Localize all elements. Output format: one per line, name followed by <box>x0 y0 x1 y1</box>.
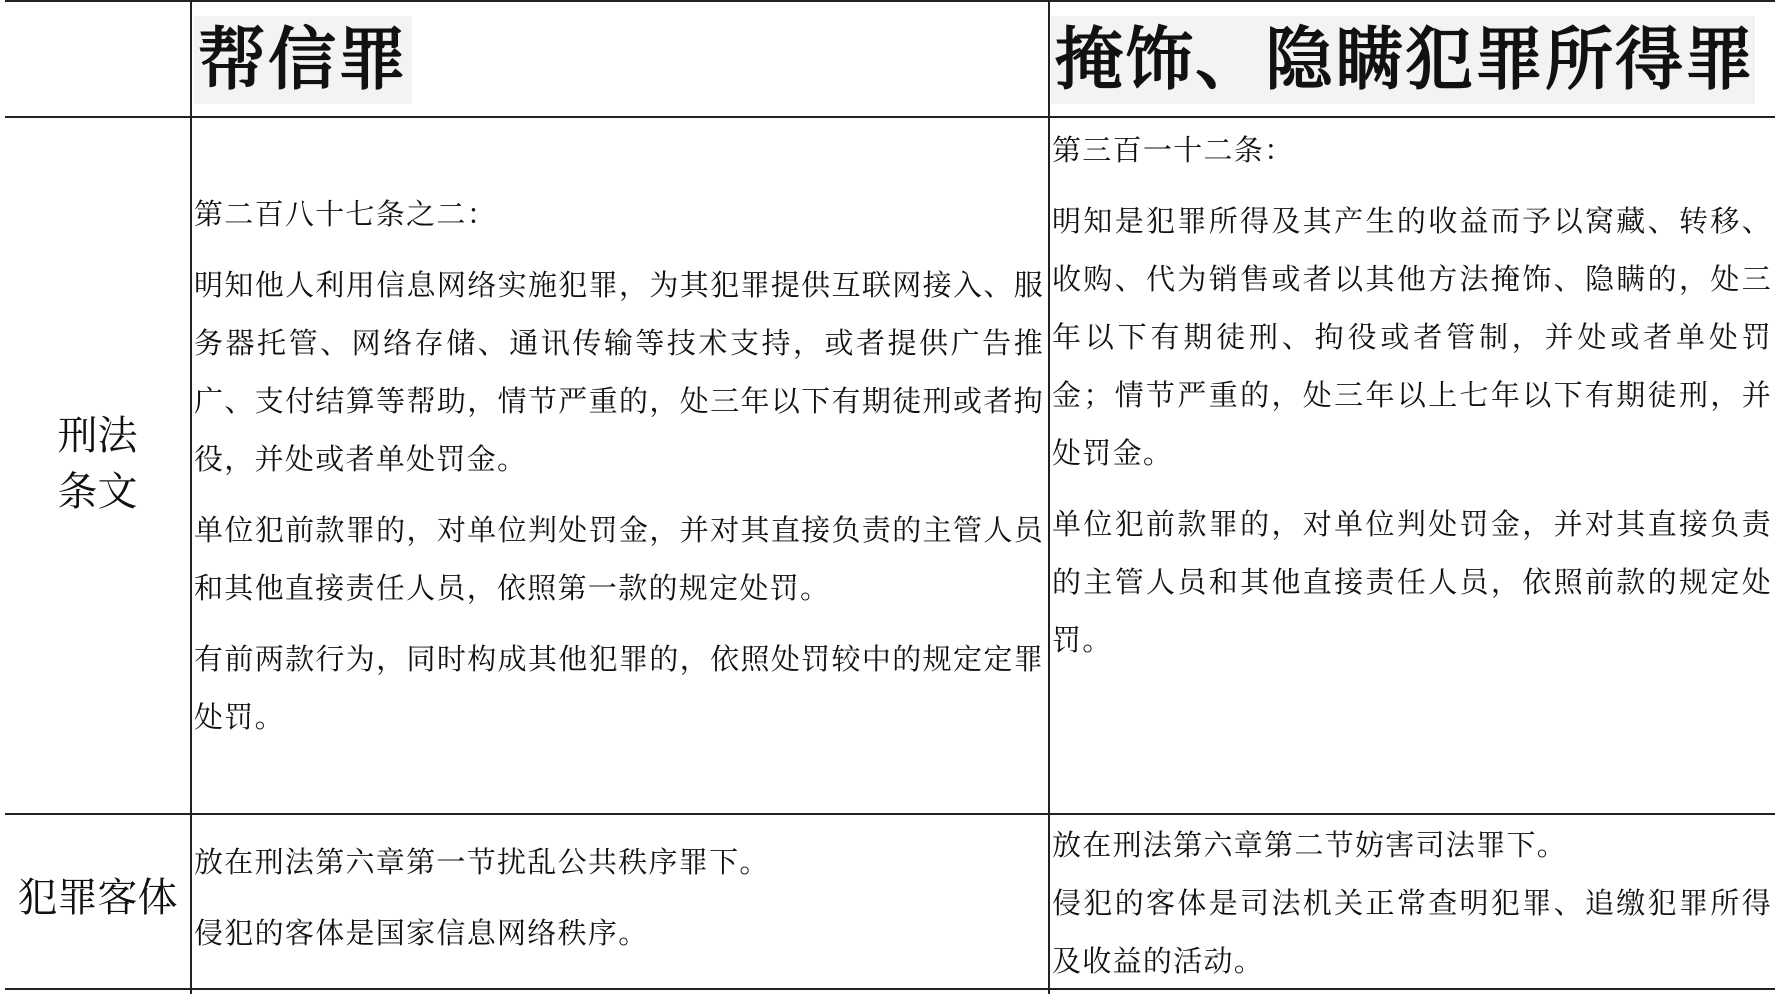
row1-col1-text <box>194 185 1044 759</box>
comparison-table <box>5 0 1775 994</box>
row-label-line: 犯罪客体 <box>17 875 178 921</box>
row2-col2-text <box>1052 816 1772 990</box>
row-label-criminal-law-articles <box>5 408 190 520</box>
article-paragraph: 第三百一十二条： <box>1052 133 1295 167</box>
article-paragraph: 第二百八十七条之二： <box>194 197 498 231</box>
row-label-line: 刑法 <box>57 413 138 459</box>
col2-header-title: 掩饰、隐瞒犯罪所得罪 <box>1051 16 1755 104</box>
col-divider-2 <box>1048 0 1050 994</box>
header-bottom-border <box>5 116 1775 118</box>
col1-header-title: 帮信罪 <box>194 16 412 104</box>
row-label-line: 条文 <box>57 469 138 515</box>
article-paragraph: 明知他人利用信息网络实施犯罪，为其犯罪提供互联网接入、服务器托管、网络存储、通讯传输等技术支持，或者提供广告推广、支付结算等帮助，情节严重的，处三年以下有期徒刑或者拘役，并处或者单处罚金。 <box>194 268 1044 476</box>
object-paragraph: 侵犯的客体是国家信息网络秩序。 <box>194 916 649 950</box>
article-paragraph: 单位犯前款罪的，对单位判处罚金，并对其直接负责的主管人员和其他直接责任人员，依照第一款的规定处罚。 <box>194 513 1044 605</box>
table-top-border <box>5 0 1775 2</box>
object-paragraph: 放在刑法第六章第一节扰乱公共秩序罪下。 <box>194 845 770 879</box>
row-label-object-of-crime <box>5 870 190 926</box>
row1-col2-text <box>1052 121 1772 682</box>
object-paragraph: 侵犯的客体是司法机关正常查明犯罪、追缴犯罪所得及收益的活动。 <box>1052 886 1772 978</box>
row2-col1-text <box>194 833 1044 962</box>
article-paragraph: 明知是犯罪所得及其产生的收益而予以窝藏、转移、收购、代为销售或者以其他方法掩饰、隐瞒的，处三年以下有期徒刑、拘役或者管制，并处或者单处罚金；情节严重的，处三年以上七年以下有期徒刑，并处罚金。 <box>1052 204 1772 470</box>
col-divider-1 <box>190 0 192 994</box>
object-paragraph: 放在刑法第六章第二节妨害司法罪下。 <box>1052 828 1568 862</box>
row1-bottom-border <box>5 813 1775 815</box>
article-paragraph: 单位犯前款罪的，对单位判处罚金，并对其直接负责的主管人员和其他直接责任人员，依照前款的规定处罚。 <box>1052 507 1772 657</box>
article-paragraph: 有前两款行为，同时构成其他犯罪的，依照处罚较中的规定定罪处罚。 <box>194 642 1044 734</box>
